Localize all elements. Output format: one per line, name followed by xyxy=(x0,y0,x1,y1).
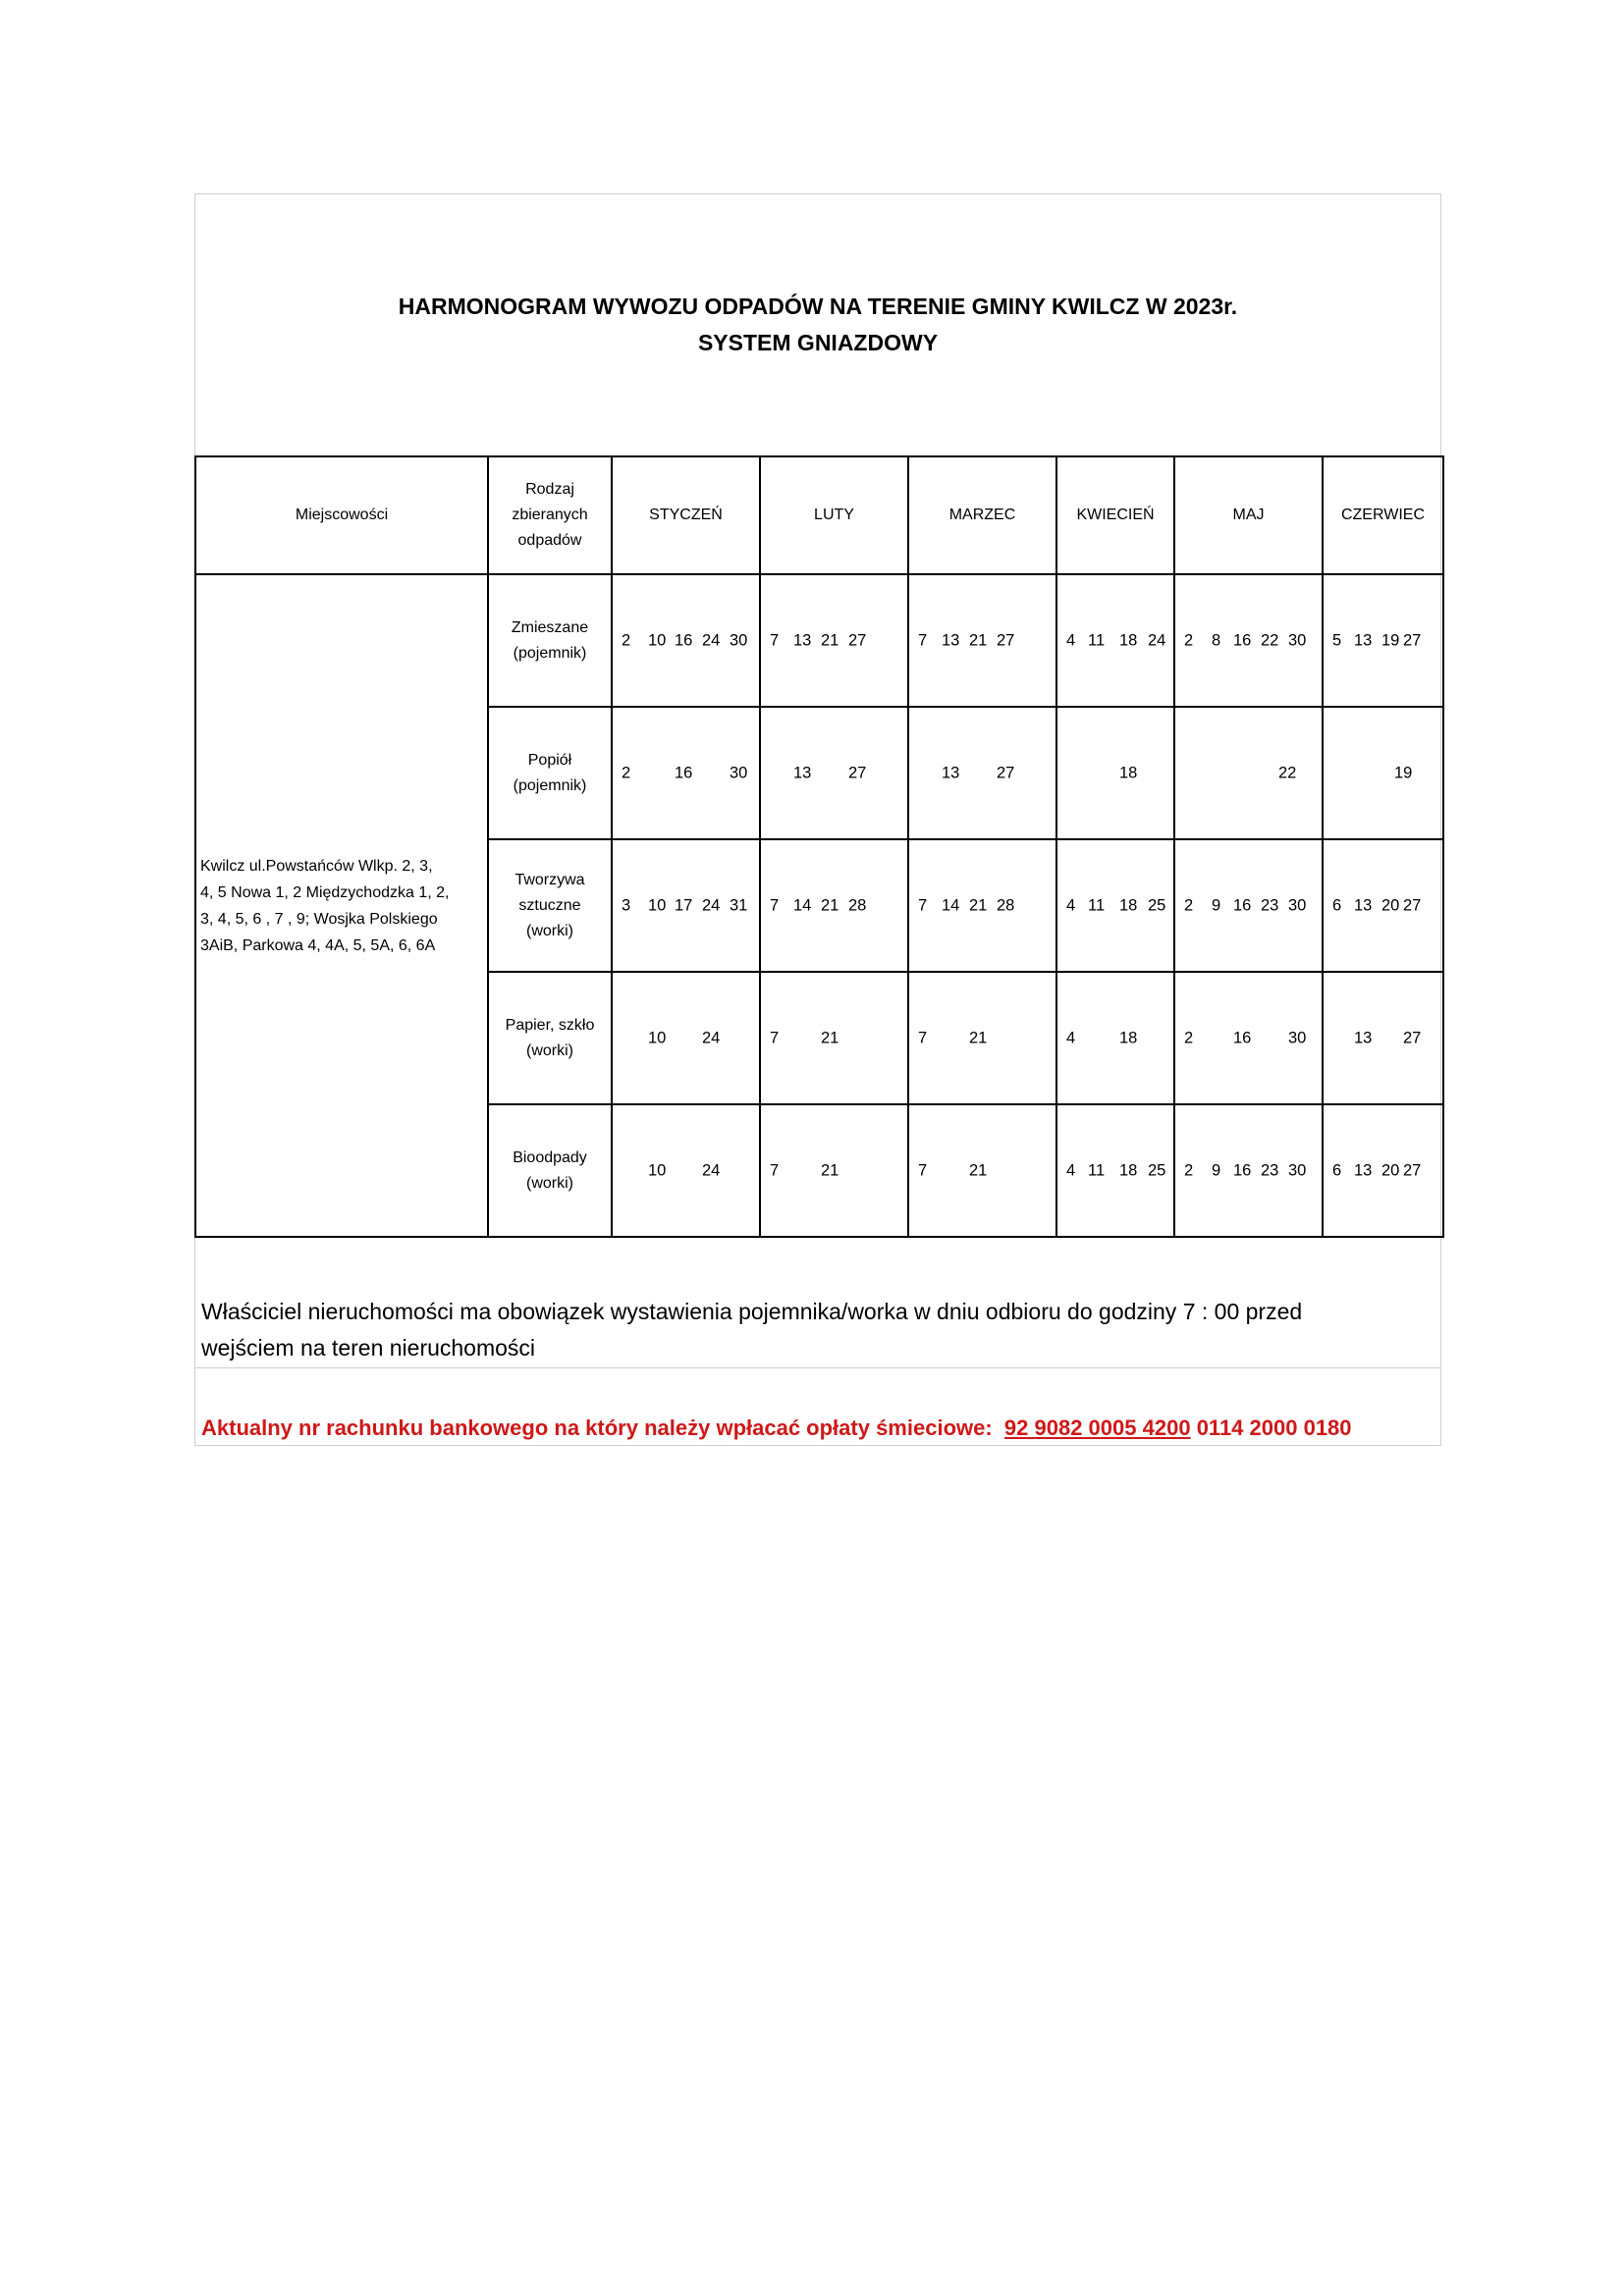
waste-type-line: Papier, szkło xyxy=(505,1016,595,1034)
collection-day: 30 xyxy=(730,764,748,781)
collection-day: 7 xyxy=(770,1161,780,1179)
bank-account-number-part2: 0114 2000 0180 xyxy=(1196,1415,1352,1440)
month-days-cell xyxy=(1323,1104,1443,1237)
collection-day: 21 xyxy=(821,1029,839,1046)
header-month: MAJ xyxy=(1174,456,1323,574)
collection-day: 21 xyxy=(821,896,839,914)
waste-type-cell xyxy=(488,574,612,707)
collection-day: 21 xyxy=(969,896,988,914)
collection-day: 9 xyxy=(1212,1161,1221,1179)
collection-day: 24 xyxy=(1148,631,1166,649)
collection-day: 13 xyxy=(1354,896,1373,914)
collection-day: 27 xyxy=(1403,1161,1422,1179)
month-days xyxy=(1057,973,1173,1103)
collection-day: 5 xyxy=(1332,631,1342,649)
collection-day: 9 xyxy=(1212,896,1221,914)
collection-day: 27 xyxy=(848,764,867,781)
month-days-cell xyxy=(760,839,908,972)
table-header-row xyxy=(195,456,1443,574)
month-days xyxy=(1175,708,1322,838)
month-days xyxy=(1175,840,1322,971)
collection-day: 2 xyxy=(1184,1029,1194,1046)
collection-day: 23 xyxy=(1261,896,1279,914)
month-days xyxy=(1175,973,1322,1103)
collection-day: 27 xyxy=(1403,1029,1422,1046)
collection-day: 10 xyxy=(648,896,667,914)
collection-day: 11 xyxy=(1088,631,1106,649)
month-days xyxy=(613,840,759,971)
month-days-cell xyxy=(1323,707,1443,839)
month-days xyxy=(761,708,907,838)
header-waste-type xyxy=(488,456,612,574)
month-days xyxy=(613,973,759,1103)
waste-type-line: (pojemnik) xyxy=(513,776,587,794)
collection-day: 2 xyxy=(1184,1161,1194,1179)
month-days xyxy=(909,1105,1056,1236)
waste-type-line: (worki) xyxy=(526,1041,573,1059)
collection-day: 27 xyxy=(997,764,1015,781)
collection-day: 27 xyxy=(997,631,1015,649)
collection-day: 7 xyxy=(770,1029,780,1046)
month-days-cell xyxy=(908,839,1056,972)
waste-type-line: (pojemnik) xyxy=(513,644,587,662)
collection-day: 7 xyxy=(770,631,780,649)
waste-type-cell xyxy=(488,839,612,972)
collection-day: 18 xyxy=(1119,764,1138,781)
month-days-cell xyxy=(760,1104,908,1237)
header-month: LUTY xyxy=(760,456,908,574)
collection-day: 7 xyxy=(918,631,928,649)
owner-note xyxy=(201,1294,1409,1366)
collection-day: 4 xyxy=(1066,896,1076,914)
collection-day: 18 xyxy=(1119,1161,1138,1179)
schedule-table xyxy=(194,455,1444,1238)
waste-type-line: Tworzywa xyxy=(514,871,585,888)
document-subtitle: SYSTEM GNIAZDOWY xyxy=(697,330,939,355)
collection-day: 13 xyxy=(1354,631,1373,649)
collection-day: 10 xyxy=(648,1161,667,1179)
month-days-cell xyxy=(612,707,760,839)
month-days xyxy=(761,575,907,706)
collection-day: 14 xyxy=(793,896,812,914)
collection-day: 30 xyxy=(1288,631,1307,649)
collection-day: 21 xyxy=(969,631,988,649)
month-days-cell xyxy=(1174,839,1323,972)
collection-day: 28 xyxy=(997,896,1015,914)
collection-day: 19 xyxy=(1394,764,1413,781)
month-days xyxy=(1324,575,1442,706)
collection-day: 2 xyxy=(622,631,631,649)
month-days-cell xyxy=(1056,1104,1174,1237)
header-waste-type-line: zbieranych xyxy=(512,507,588,523)
collection-day: 10 xyxy=(648,631,667,649)
collection-day: 13 xyxy=(1354,1029,1373,1046)
collection-day: 10 xyxy=(648,1029,667,1046)
location-cell xyxy=(195,574,488,1237)
collection-day: 30 xyxy=(1288,896,1307,914)
month-days-cell xyxy=(612,1104,760,1237)
waste-type-cell xyxy=(488,972,612,1104)
bank-account-label: Aktualny nr rachunku bankowego na który należy wpłacać opłaty śmieciowe: xyxy=(201,1415,993,1440)
collection-day: 16 xyxy=(1233,1161,1252,1179)
bank-account-info xyxy=(201,1415,1352,1441)
month-days-cell xyxy=(1174,972,1323,1104)
collection-day: 19 xyxy=(1381,631,1400,649)
collection-day: 13 xyxy=(942,631,960,649)
month-days-cell xyxy=(1174,1104,1323,1237)
header-location: Miejscowości xyxy=(195,456,488,574)
month-days xyxy=(909,973,1056,1103)
month-days xyxy=(909,840,1056,971)
month-days-cell xyxy=(1056,574,1174,707)
month-days-cell xyxy=(1323,972,1443,1104)
month-days xyxy=(761,840,907,971)
month-days-cell xyxy=(760,707,908,839)
month-days-cell xyxy=(1056,707,1174,839)
collection-day: 13 xyxy=(793,764,812,781)
collection-day: 16 xyxy=(675,764,693,781)
month-days-cell xyxy=(1056,972,1174,1104)
header-waste-type-line: Rodzaj xyxy=(525,481,574,498)
month-days-cell xyxy=(612,972,760,1104)
month-days-cell xyxy=(1323,574,1443,707)
collection-day: 25 xyxy=(1148,896,1166,914)
collection-day: 25 xyxy=(1148,1161,1166,1179)
collection-day: 11 xyxy=(1088,896,1106,914)
header-month: CZERWIEC xyxy=(1323,456,1443,574)
collection-day: 2 xyxy=(622,764,631,781)
collection-day: 2 xyxy=(1184,631,1194,649)
collection-day: 7 xyxy=(770,896,780,914)
header-month: KWIECIEŃ xyxy=(1056,456,1174,574)
month-days xyxy=(1324,840,1442,971)
waste-type-cell xyxy=(488,1104,612,1237)
collection-day: 13 xyxy=(793,631,812,649)
collection-day: 11 xyxy=(1088,1161,1106,1179)
month-days-cell xyxy=(1174,707,1323,839)
month-days xyxy=(1057,1105,1173,1236)
collection-day: 27 xyxy=(1403,631,1422,649)
month-days xyxy=(613,1105,759,1236)
collection-day: 8 xyxy=(1212,631,1221,649)
collection-day: 24 xyxy=(702,896,721,914)
waste-type-line: Zmieszane xyxy=(511,618,589,636)
month-days xyxy=(761,973,907,1103)
month-days-cell xyxy=(908,574,1056,707)
collection-day: 7 xyxy=(918,1029,928,1046)
collection-day: 4 xyxy=(1066,631,1076,649)
collection-day: 23 xyxy=(1261,1161,1279,1179)
schedule-sheet xyxy=(194,193,1441,1446)
document-title: HARMONOGRAM WYWOZU ODPADÓW NA TERENIE GMINY KWILCZ W 2023r. xyxy=(398,294,1238,319)
month-days-cell xyxy=(1323,839,1443,972)
bank-account-number-part1: 92 9082 0005 4200 xyxy=(1003,1415,1191,1440)
collection-day: 7 xyxy=(918,1161,928,1179)
title-area xyxy=(195,194,1440,455)
collection-day: 21 xyxy=(821,631,839,649)
month-days xyxy=(1057,840,1173,971)
collection-day: 14 xyxy=(942,896,960,914)
waste-type-line: (worki) xyxy=(526,1174,573,1192)
collection-day: 22 xyxy=(1278,764,1297,781)
waste-type-line: sztuczne xyxy=(518,896,581,914)
month-days-cell xyxy=(612,574,760,707)
month-days-cell xyxy=(908,1104,1056,1237)
header-waste-type-line: odpadów xyxy=(517,532,582,549)
collection-day: 21 xyxy=(821,1161,839,1179)
collection-day: 24 xyxy=(702,1029,721,1046)
collection-day: 13 xyxy=(942,764,960,781)
collection-day: 30 xyxy=(730,631,748,649)
month-days xyxy=(1175,575,1322,706)
month-days xyxy=(613,708,759,838)
header-month: STYCZEŃ xyxy=(612,456,760,574)
collection-day: 16 xyxy=(1233,896,1252,914)
month-days-cell xyxy=(908,707,1056,839)
month-days xyxy=(1324,708,1442,838)
collection-day: 18 xyxy=(1119,896,1138,914)
month-days xyxy=(1324,973,1442,1103)
collection-day: 16 xyxy=(1233,631,1252,649)
month-days-cell xyxy=(760,972,908,1104)
month-days xyxy=(909,575,1056,706)
collection-day: 24 xyxy=(702,1161,721,1179)
collection-day: 18 xyxy=(1119,1029,1138,1046)
collection-day: 30 xyxy=(1288,1161,1307,1179)
month-days xyxy=(1175,1105,1322,1236)
waste-type-line: Bioodpady xyxy=(513,1148,587,1166)
month-days-cell xyxy=(1056,839,1174,972)
month-days xyxy=(1057,575,1173,706)
location-line: Kwilcz ul.Powstańców Wlkp. 2, 3, xyxy=(200,857,433,875)
collection-day: 21 xyxy=(969,1029,988,1046)
collection-day: 22 xyxy=(1261,631,1279,649)
collection-day: 2 xyxy=(1184,896,1194,914)
divider xyxy=(195,1367,1440,1368)
waste-type-cell xyxy=(488,707,612,839)
month-days-cell xyxy=(908,972,1056,1104)
header-month: MARZEC xyxy=(908,456,1056,574)
collection-day: 27 xyxy=(1403,896,1422,914)
collection-day: 24 xyxy=(702,631,721,649)
location-line: 3, 4, 5, 6 , 7 , 9; Wosjka Polskiego xyxy=(200,910,438,928)
month-days xyxy=(1324,1105,1442,1236)
collection-day: 31 xyxy=(730,896,748,914)
collection-day: 3 xyxy=(622,896,631,914)
month-days xyxy=(909,708,1056,838)
location-line: 3AiB, Parkowa 4, 4A, 5, 5A, 6, 6A xyxy=(200,936,436,954)
table-row xyxy=(195,574,1443,707)
collection-day: 20 xyxy=(1381,1161,1400,1179)
collection-day: 28 xyxy=(848,896,867,914)
waste-type-line: Popiół xyxy=(527,751,572,769)
collection-day: 4 xyxy=(1066,1029,1076,1046)
collection-day: 21 xyxy=(969,1161,988,1179)
collection-day: 18 xyxy=(1119,631,1138,649)
owner-note-line-2: wejściem na teren nieruchomości xyxy=(201,1335,536,1361)
month-days-cell xyxy=(1174,574,1323,707)
collection-day: 7 xyxy=(918,896,928,914)
month-days xyxy=(761,1105,907,1236)
collection-day: 13 xyxy=(1354,1161,1373,1179)
owner-note-line-1: Właściciel nieruchomości ma obowiązek wystawienia pojemnika/worka w dniu odbioru do godziny 7 : 00 przed xyxy=(201,1299,1303,1324)
month-days xyxy=(1057,708,1173,838)
waste-type-line: (worki) xyxy=(526,922,573,939)
collection-day: 30 xyxy=(1288,1029,1307,1046)
collection-day: 4 xyxy=(1066,1161,1076,1179)
collection-day: 6 xyxy=(1332,1161,1342,1179)
month-days-cell xyxy=(612,839,760,972)
collection-day: 16 xyxy=(1233,1029,1252,1046)
collection-day: 17 xyxy=(675,896,693,914)
collection-day: 27 xyxy=(848,631,867,649)
collection-day: 20 xyxy=(1381,896,1400,914)
collection-day: 16 xyxy=(675,631,693,649)
location-line: 4, 5 Nowa 1, 2 Międzychodzka 1, 2, xyxy=(200,883,450,901)
month-days xyxy=(613,575,759,706)
collection-day: 6 xyxy=(1332,896,1342,914)
month-days-cell xyxy=(760,574,908,707)
